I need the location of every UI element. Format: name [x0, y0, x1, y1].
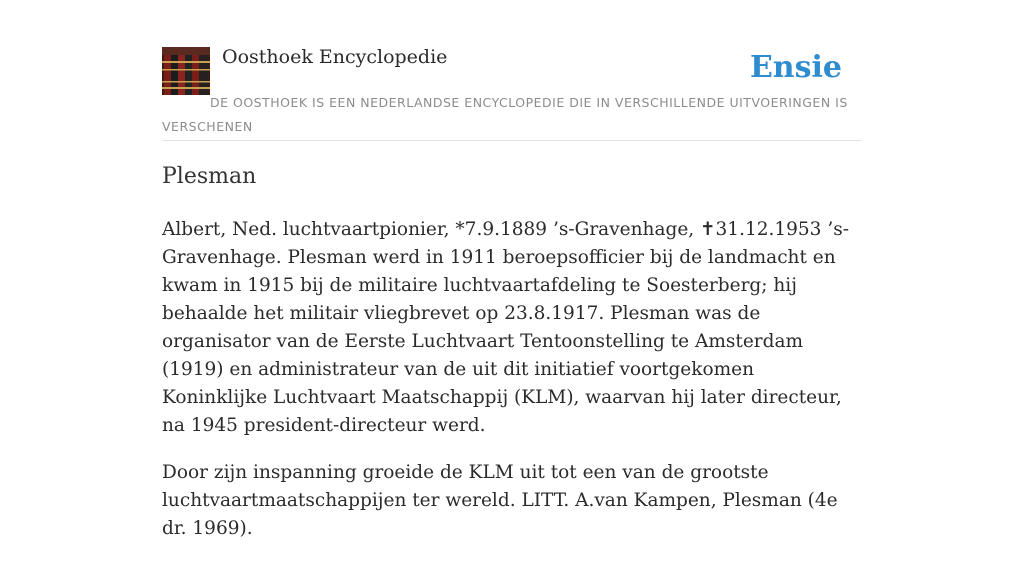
encyclopedia-books-icon[interactable] — [162, 47, 210, 95]
site-tagline: DE OOSTHOEK IS EEN NEDERLANDSE ENCYCLOPEDIE DIE IN VERSCHILLENDE UITVOERINGEN IS VERSCHENEN — [162, 95, 848, 134]
article-title: Plesman — [162, 164, 257, 189]
brand-logo-text[interactable]: Ensie — [749, 50, 842, 85]
article-paragraph: Albert, Ned. luchtvaartpionier, *7.9.1889 ’s-Gravenhage, ✝31.12.1953 ’s-Gravenhage. Plesman werd in 1911 beroepsofficier bij de landmacht en kwam in 1915 bij de militaire luchtvaartafdeling te Soesterberg; hij behaalde het militair vliegbrevet op 23.8.1917. Plesman was de organisator van de Eerste Luchtvaart Tentoonstelling te Amsterdam (1919) en administrateur van de uit dit initiatief voortgekomen Koninklijke Luchtvaart Maatschappij (KLM), waarvan hij later directeur, na 1945 president-directeur werd. — [162, 219, 849, 436]
article-paragraph: Door zijn inspanning groeide de KLM uit tot een van de grootste luchtvaartmaatschappijen ter wereld. LITT. A.van Kampen, Plesman (4e dr. 1969). — [162, 462, 838, 539]
article-body — [162, 216, 862, 562]
site-header — [162, 44, 862, 141]
site-name[interactable]: Oosthoek Encyclopedie — [222, 46, 448, 68]
